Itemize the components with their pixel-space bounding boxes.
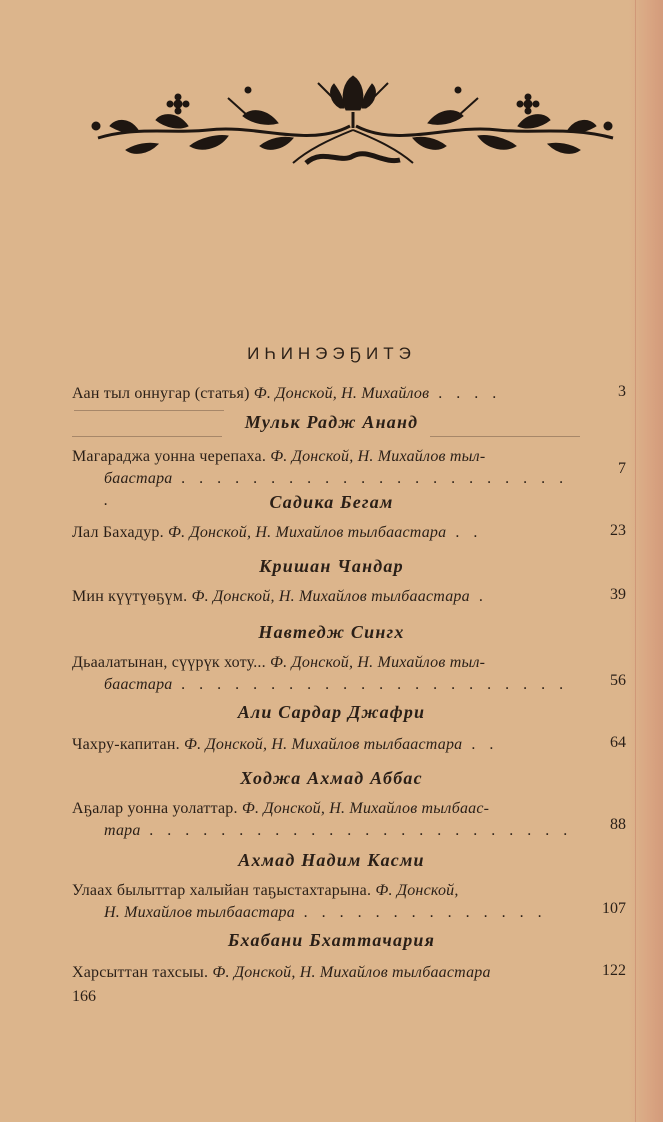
author-name: Ходжа Ахмад Аббас	[240, 768, 423, 788]
entry-title: Дьаалатынан, сүүрүк хоту...	[72, 654, 266, 671]
folio-page-number: 166	[72, 988, 96, 1005]
entry-title: Магараджа уонна черепаха.	[72, 448, 267, 465]
page-number: 64	[610, 734, 626, 751]
entry-translators: Ф. Донской, Н. Михайлов тылбаастара	[187, 588, 470, 605]
entry-title: Лал Бахадур.	[72, 524, 164, 541]
page-number: 88	[610, 816, 626, 833]
entry-translators: Ф. Донской, Н. Михайлов тылбаас-	[237, 800, 490, 817]
entry-translators: Ф. Донской, Н. Михайлов тылбаастара	[179, 736, 463, 753]
entry-translators: Ф. Донской, Н. Михайлов	[249, 385, 430, 402]
entry-leader: .	[469, 588, 488, 605]
author-name: Навтедж Сингх	[258, 622, 405, 642]
author-name: Ахмад Надим Касми	[238, 850, 425, 870]
author-name: Садика Бегам	[269, 492, 394, 512]
toc-entry-5	[72, 734, 582, 756]
divider	[74, 410, 224, 411]
entry-translators-cont: Н. Михайлов тылбаастара	[104, 904, 295, 921]
toc-entry-4	[72, 652, 582, 696]
page-number: 39	[610, 586, 626, 603]
entry-translators: Ф. Донской, Н. Михайлов тыл-	[265, 654, 486, 671]
author-name: Кришан Чандар	[259, 556, 404, 576]
toc-entry-0	[72, 383, 582, 405]
entry-leader: . . . . . . . . . . . . . . . . . . . . . . .	[104, 470, 569, 509]
entry-title: Мин күүтүөҕүм.	[72, 588, 188, 605]
author-name: Мульк Радж Ананд	[244, 412, 419, 432]
page-number: 56	[610, 672, 626, 689]
entry-leader: . . . . . . . . . . . . . . . . . . . . . .	[172, 676, 569, 693]
page-number: 122	[602, 962, 626, 979]
page-number: 23	[610, 522, 626, 539]
entry-translators: Ф. Донской, Н. Михайлов тылбаастара	[163, 524, 447, 541]
entry-translators: Ф. Донской,	[371, 882, 459, 899]
entry-translators-cont: баастара	[104, 470, 173, 487]
page-number: 3	[618, 383, 626, 400]
toc-entry-3	[72, 586, 582, 608]
entry-translators: Ф. Донской, Н. Михайлов тылбаастара	[208, 964, 491, 981]
entry-leader: . .	[462, 736, 499, 753]
entry-leader: . . . .	[429, 385, 502, 402]
entry-translators-cont: тара	[104, 822, 141, 839]
divider	[430, 436, 580, 437]
entry-leader: . . . . . . . . . . . . . . . . . . . . . . . .	[140, 822, 573, 839]
floral-ornament-icon	[78, 68, 633, 178]
toc-entry-2	[72, 522, 582, 544]
entry-translators: Ф. Донской, Н. Михайлов тыл-	[266, 448, 486, 465]
divider	[72, 436, 222, 437]
entry-title: Харсыттан тахсыы.	[72, 964, 209, 981]
page-number: 7	[618, 460, 626, 477]
entry-translators-cont: баастара	[104, 676, 173, 693]
entry-title: Аан тыл оннугар (статья)	[72, 385, 250, 402]
toc-entry-7	[72, 880, 582, 924]
author-name: Али Сардар Джафри	[237, 702, 426, 722]
author-name: Бхабани Бхаттачария	[227, 930, 436, 950]
entry-title: Чахру-капитан.	[72, 736, 180, 753]
entry-leader: . . . . . . . . . . . . . .	[294, 904, 547, 921]
page-title: ИҺИНЭЭҔИТЭ	[247, 344, 416, 363]
toc-entry-8	[72, 962, 582, 984]
entry-title: Улаах былыттар халыйан таҕыстахтарына.	[72, 882, 372, 899]
entry-title: Аҕалар уонна уолаттар.	[72, 800, 238, 817]
page-number: 107	[602, 900, 626, 917]
entry-leader: . .	[446, 524, 483, 541]
toc-entry-6	[72, 798, 582, 842]
